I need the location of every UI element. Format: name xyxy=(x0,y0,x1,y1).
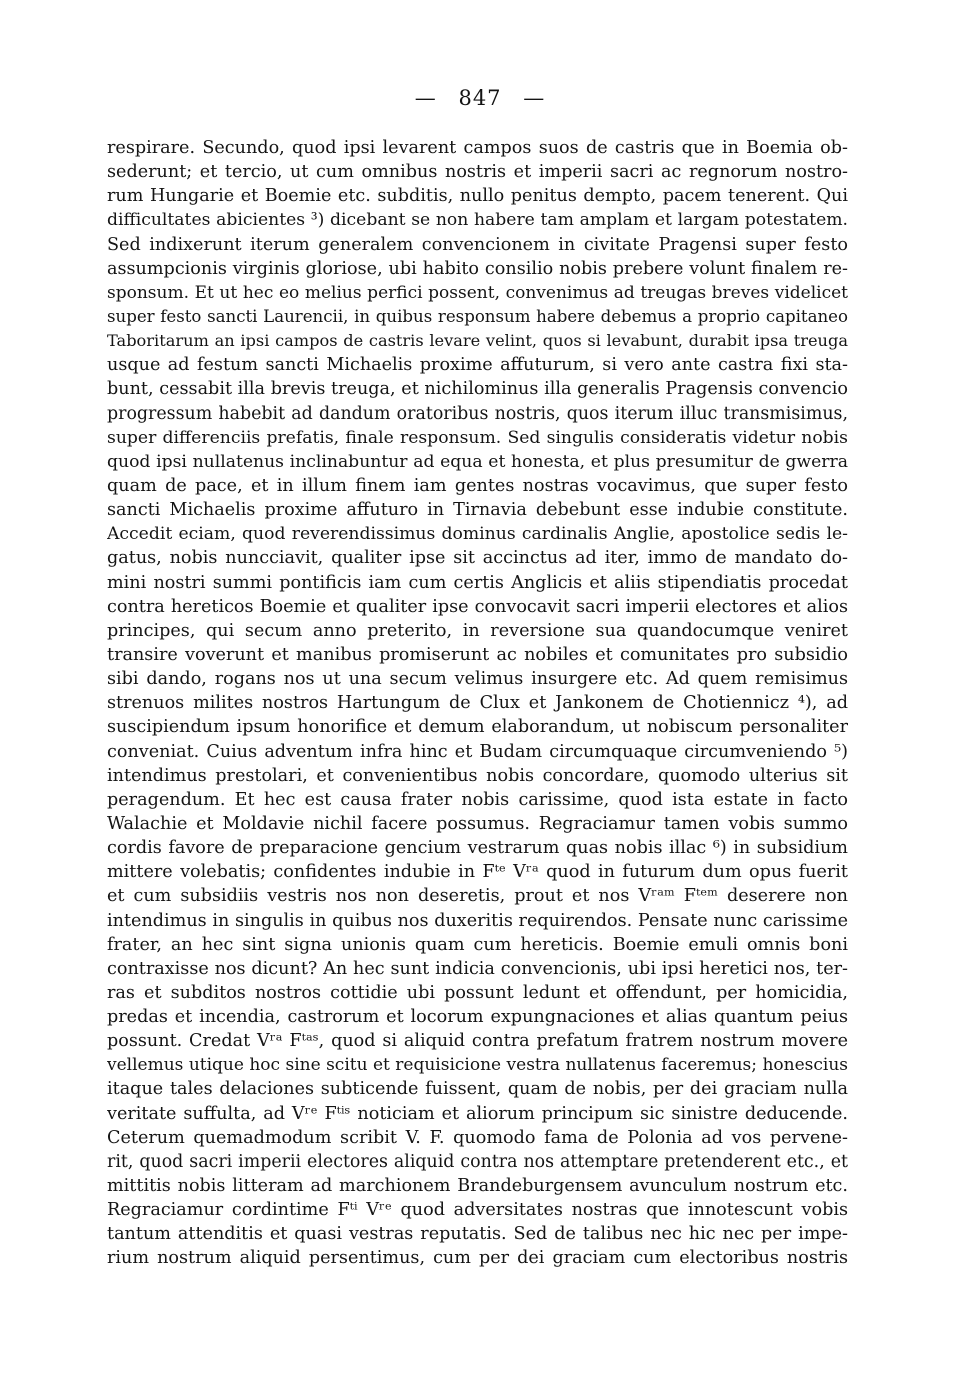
text-line: sancti Michaelis proxime affuturo in Tirnavia debebunt esse indubie constitute. xyxy=(107,500,848,521)
body-text xyxy=(107,136,848,1271)
page-header xyxy=(0,84,960,112)
text-line: possunt. Credat Vʳᵃ Fᵗᵃˢ, quod si aliquid contra prefatum fratrem nostrum movere xyxy=(107,1031,848,1052)
text-line: Regraciamur cordintime Fᵗⁱ Vʳᵉ quod adversitates nostras que innotescunt vobis xyxy=(107,1200,848,1221)
text-line: Accedit eciam, quod reverendissimus dominus cardinalis Anglie, apostolice sedis le- xyxy=(107,524,848,545)
text-line: transire voverunt et manibus promiserunt ac nobiles et comunitates pro subsidio xyxy=(107,644,848,665)
text-line: rit, quod sacri imperii electores aliquid contra nos attemptare pretenderent etc., et xyxy=(107,1151,848,1172)
text-line: sponsum. Et ut hec eo melius perfici possent, convenimus ad treugas breves videlicet xyxy=(107,282,848,303)
text-line: contraxisse nos dicunt? An hec sunt indicia convencionis, ubi ipsi heretici nos, ter- xyxy=(107,958,848,979)
text-line: Walachie et Moldavie nichil facere possumus. Regraciamur tamen vobis summo xyxy=(107,813,848,834)
text-line: frater, an hec sint signa unionis quam cum hereticis. Boemie emuli omnis boni xyxy=(107,934,848,955)
text-line: predas et incendia, castrorum et locorum expungnaciones et alias quantum peius xyxy=(107,1007,848,1028)
text-line: quod ipsi nullatenus inclinabuntur ad equa et honesta, et plus presumitur de gwerra xyxy=(107,451,848,472)
text-line: conveniat. Cuius adventum infra hinc et Budam circumquaque circumveniendo ⁵) xyxy=(107,741,848,762)
text-line: Sed indixerunt iterum generalem convencionem in civitate Pragensi super festo xyxy=(107,234,848,255)
text-line: peragendum. Et hec est causa frater nobis carissime, quod ista estate in facto xyxy=(107,789,848,810)
text-line: sederunt; et tercio, ut cum omnibus nostris et imperii sacri ac regnorum nostro- xyxy=(107,162,848,183)
text-line: difficultates abicientes ³) dicebant se non habere tam amplam et largam potestatem. xyxy=(107,210,848,231)
text-line: usque ad festum sancti Michaelis proxime affuturum, si vero ante castra fixi sta- xyxy=(107,355,848,376)
text-line: veritate suffulta, ad Vʳᵉ Fᵗⁱˢ noticiam et aliorum principum sic sinistre deducende. xyxy=(107,1103,848,1124)
text-line: mittitis nobis litteram ad marchionem Brandeburgensem avunculum nostrum etc. xyxy=(107,1176,848,1197)
text-line: principes, qui secum anno preterito, in reversione sua quandocumque veniret xyxy=(107,620,848,641)
header-dash-right: — xyxy=(523,86,546,110)
text-line: contra hereticos Boemie et qualiter ipse convocavit sacri imperii electores et alios xyxy=(107,596,848,617)
text-line: intendimus prestolari, et convenientibus nobis concordare, quomodo ulterius sit xyxy=(107,765,848,786)
text-line: rium nostrum aliquid persentimus, cum per dei graciam cum electoribus nostris xyxy=(107,1248,848,1269)
text-line: Ceterum quemadmodum scribit V. F. quomodo fama de Polonia ad vos pervene- xyxy=(107,1127,848,1148)
text-line: bunt, cessabit illa brevis treuga, et nichilominus illa generalis Pragensis convencio xyxy=(107,379,848,400)
text-line: ras et subditos nostros cottidie ubi possunt ledunt et offendunt, per homicidia, xyxy=(107,982,848,1003)
text-line: gatus, nobis nuncciavit, qualiter ipse sit accinctus ad iter, immo de mandato do- xyxy=(107,548,848,569)
header-dash-left: — xyxy=(414,86,437,110)
text-line: mittere volebatis; confidentes indubie in Fᵗᵉ Vʳᵃ quod in futurum dum opus fuerit xyxy=(107,862,848,883)
text-line: quam de pace, et in illum finem iam gentes nostras vocavimus, que super festo xyxy=(107,475,848,496)
text-line: respirare. Secundo, quod ipsi levarent campos suos de castris que in Boemia ob- xyxy=(107,138,848,158)
text-line: mini nostri summi pontificis iam cum certis Anglicis et aliis stipendiatis procedat xyxy=(107,572,848,593)
text-line: intendimus in singulis in quibus nos duxeritis requirendos. Pensate nunc carissime xyxy=(107,910,848,931)
text-line: super festo sancti Laurencii, in quibus responsum habere debemus a proprio capitaneo xyxy=(107,306,848,326)
text-line: tantum attenditis et quasi vestras reputatis. Sed de talibus nec hic nec per impe- xyxy=(107,1224,848,1245)
text-line: Taboritarum an ipsi campos de castris levare velint, quos si levabunt, durabit ipsa treuga xyxy=(107,331,848,351)
page-number: 847 xyxy=(458,86,502,110)
text-line: cordis favore de preparacione gencium vestrarum quas nobis illac ⁶) in subsidium xyxy=(107,838,848,859)
text-line: assumpcionis virginis gloriose, ubi habito consilio nobis prebere volunt finalem re- xyxy=(107,258,848,279)
text-line: itaque tales delaciones subticende fuissent, quam de nobis, per dei graciam nulla xyxy=(107,1079,848,1100)
text-line: sibi dando, rogans nos ut una secum velimus insurgere etc. Ad quem remisimus xyxy=(107,669,848,690)
text-line: strenuos milites nostros Hartungum de Clux et Jankonem de Chotiennicz ⁴), ad xyxy=(107,693,848,714)
text-line: et cum subsidiis vestris nos non deseretis, prout et nos Vʳᵃᵐ Fᵗᵉᵐ deserere non xyxy=(107,886,848,907)
text-line: vellemus utique hoc sine scitu et requisicione vestra nullatenus faceremus; honescius xyxy=(107,1055,848,1076)
text-line: suscipiendum ipsum honorifice et demum elaborandum, ut nobiscum personaliter xyxy=(107,717,848,738)
text-line: rum Hungarie et Boemie etc. subditis, nullo penitus dempto, pacem tenerent. Qui xyxy=(107,186,848,207)
text-line: progressum habebit ad dandum oratoribus nostris, quos iterum illuc transmisimus, xyxy=(107,403,848,424)
text-line: super differenciis prefatis, finale responsum. Sed singulis consideratis videtur nobis xyxy=(107,427,848,448)
